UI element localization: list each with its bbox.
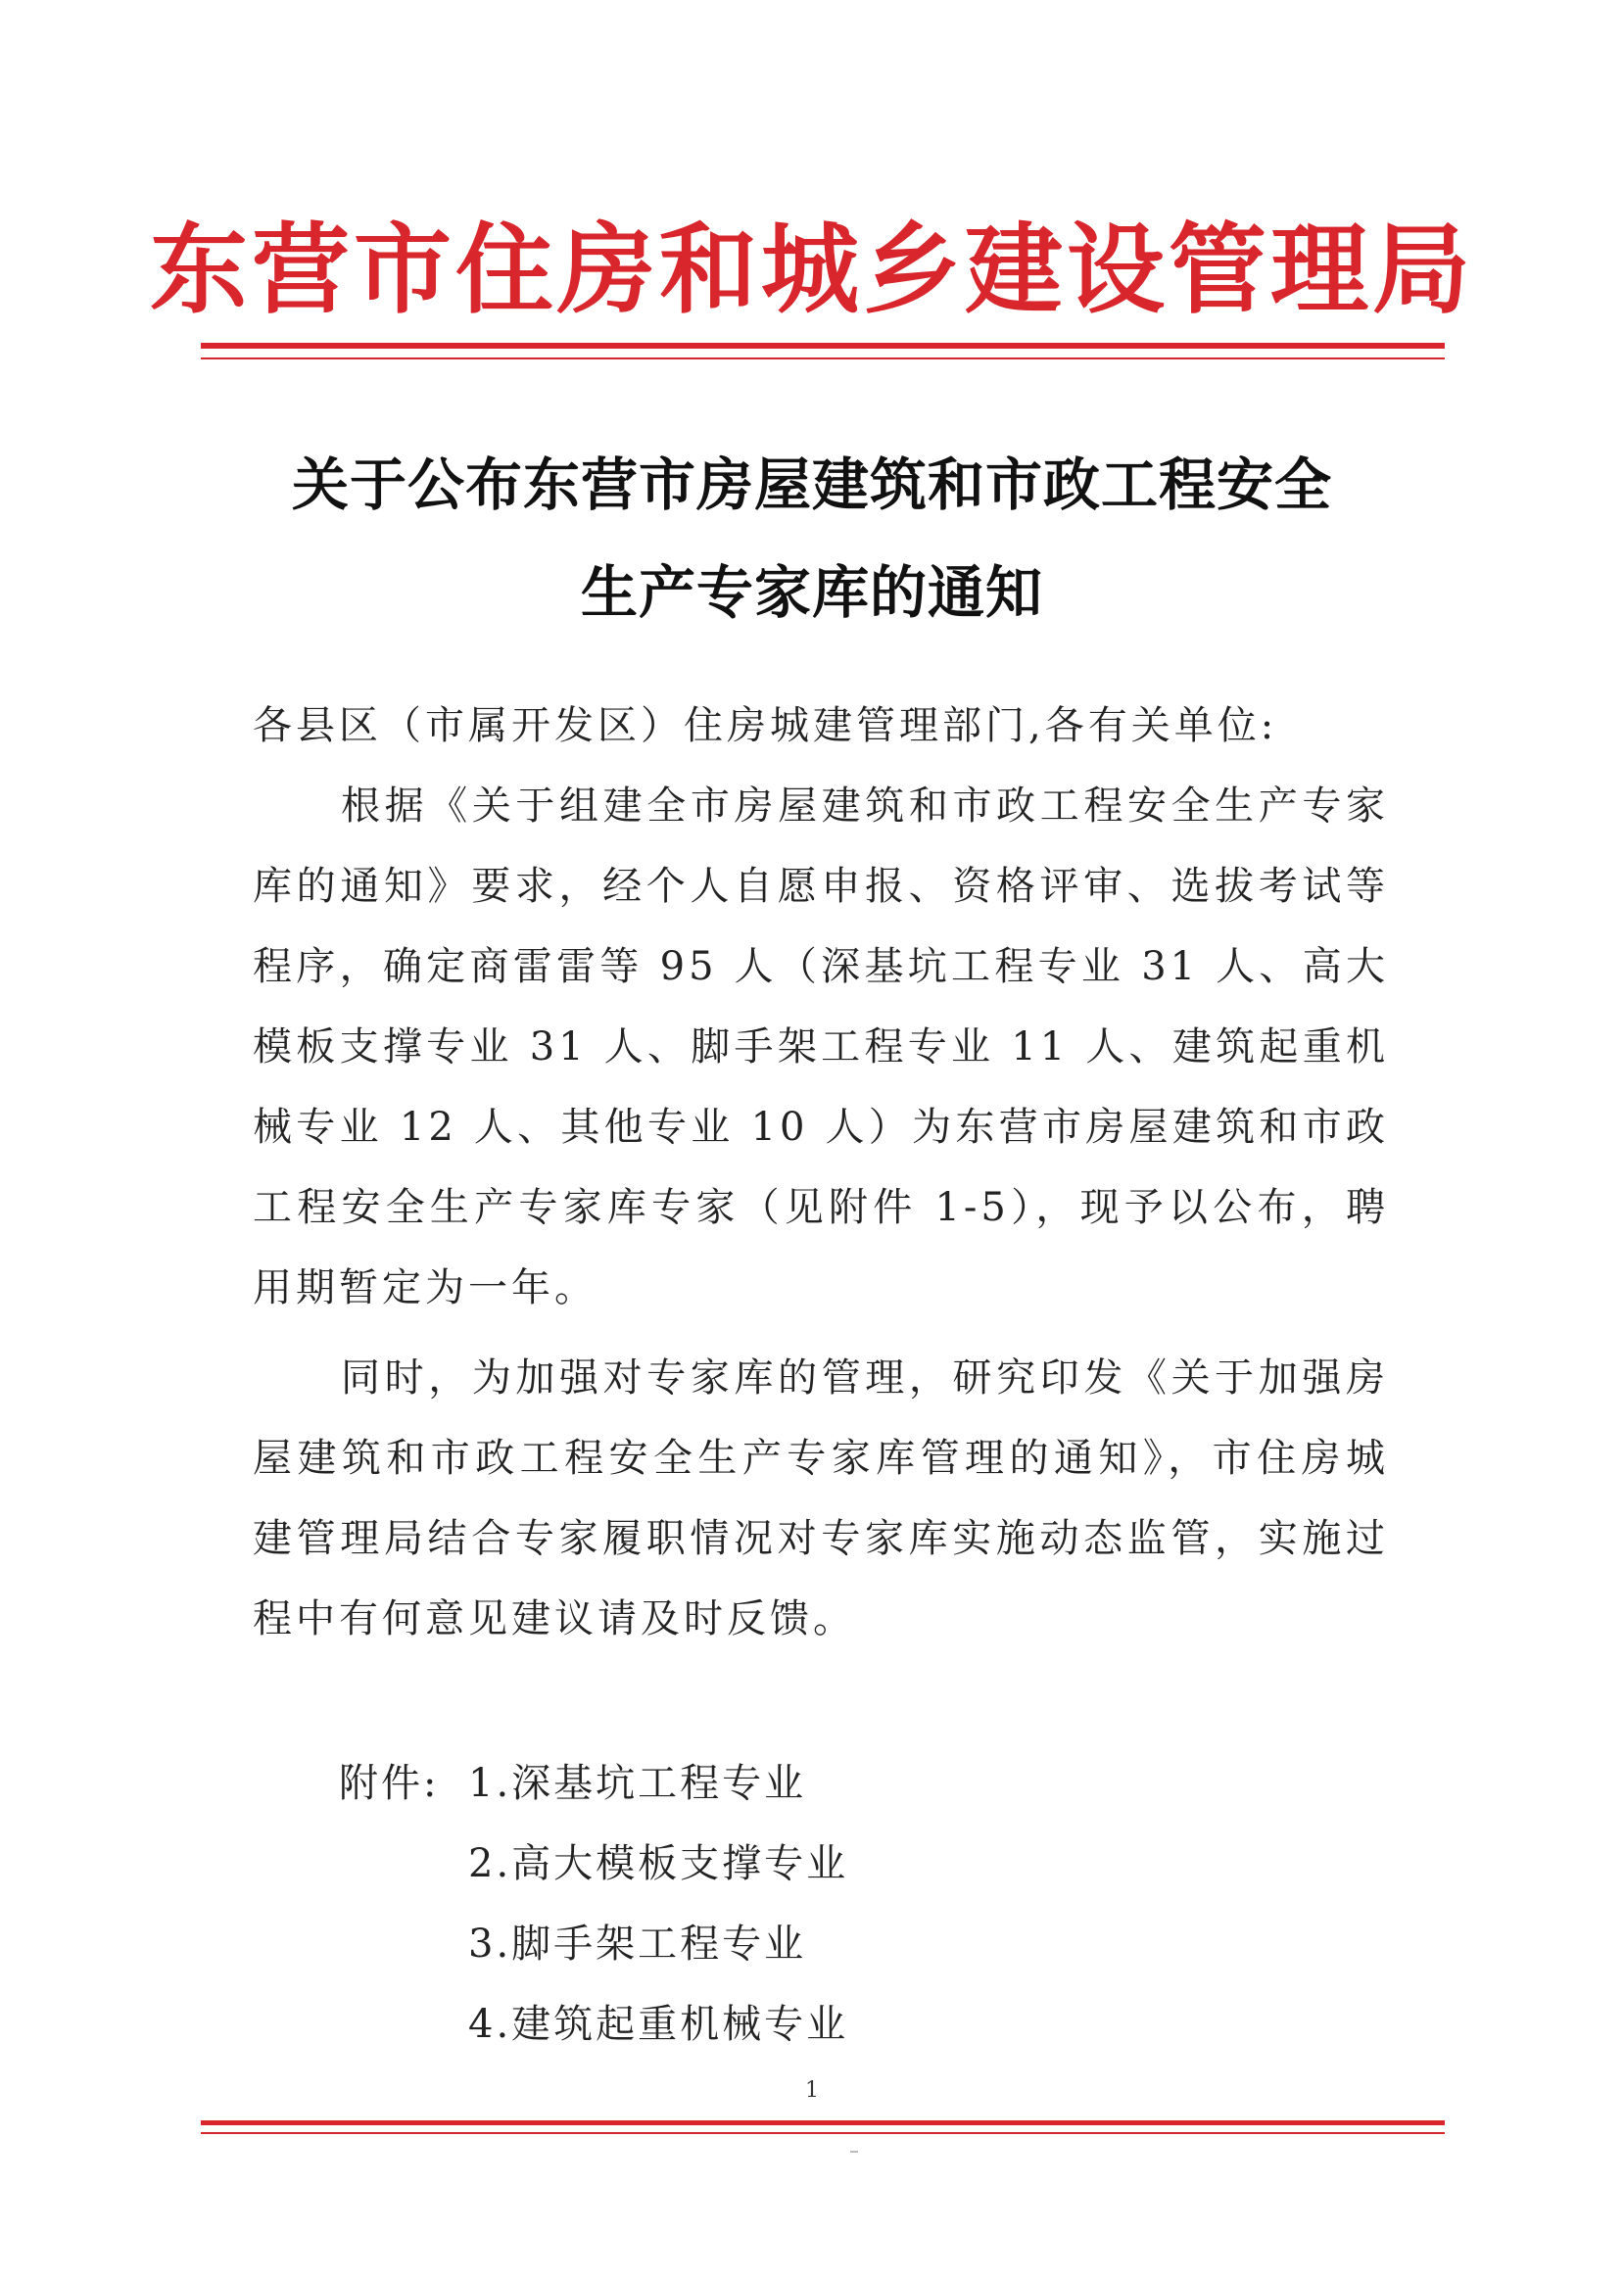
- addressee: 各县区（市属开发区）住房城建管理部门,各有关单位:: [253, 703, 1278, 748]
- attachment-item: [339, 1824, 848, 1904]
- attachment-item: [339, 1984, 848, 2065]
- attachment-item-3: 3.脚手架工程专业: [468, 1922, 807, 1967]
- letterhead-rule-thick: [201, 343, 1445, 349]
- scan-mark: [850, 2151, 858, 2153]
- attachments-list: [339, 1743, 848, 2065]
- attachment-item-4: 4.建筑起重机械专业: [468, 2002, 849, 2047]
- page-number: 1: [805, 2078, 819, 2103]
- body-paragraph-1: 根据《关于组建全市房屋建筑和市政工程安全生产专家库的通知》要求，经个人自愿申报、资格评审、选拔考试等程序，确定商雷雷等 95 人（深基坑工程专业 31 人、高大模板支撑专业 31 人、脚手架工程专业 11 人、建筑起重机械专业 12 人、其他专业 10 人）为东营市房屋建筑和市政工程安全生产专家库专家（见附件 1-5），现予以公布，聘用期暂定为一年。: [253, 784, 1389, 1310]
- attachment-item-2: 2.高大模板支撑专业: [468, 1841, 849, 1886]
- body-paragraph-2: 同时，为加强对专家库的管理，研究印发《关于加强房屋建筑和市政工程安全生产专家库管理的通知》，市住房城建管理局结合专家履职情况对专家库实施动态监管，实施过程中有何意见建议请及时反馈。: [253, 1355, 1389, 1641]
- attachment-item: [339, 1743, 848, 1824]
- attachment-item: [339, 1904, 848, 1984]
- attachments-label: 附件:: [339, 1761, 440, 1806]
- attachment-item-1: 1.深基坑工程专业: [468, 1761, 807, 1806]
- footer-rule-thick: [201, 2120, 1445, 2125]
- document-title-line2: 生产专家库的通知: [580, 559, 1043, 626]
- letterhead-rule-thin: [201, 357, 1445, 359]
- document-title-line1: 关于公布东营市房屋建筑和市政工程安全: [291, 451, 1332, 518]
- letterhead-org-name: 东营市住房和城乡建设管理局: [150, 212, 1474, 327]
- footer-rule-thin: [201, 2132, 1445, 2134]
